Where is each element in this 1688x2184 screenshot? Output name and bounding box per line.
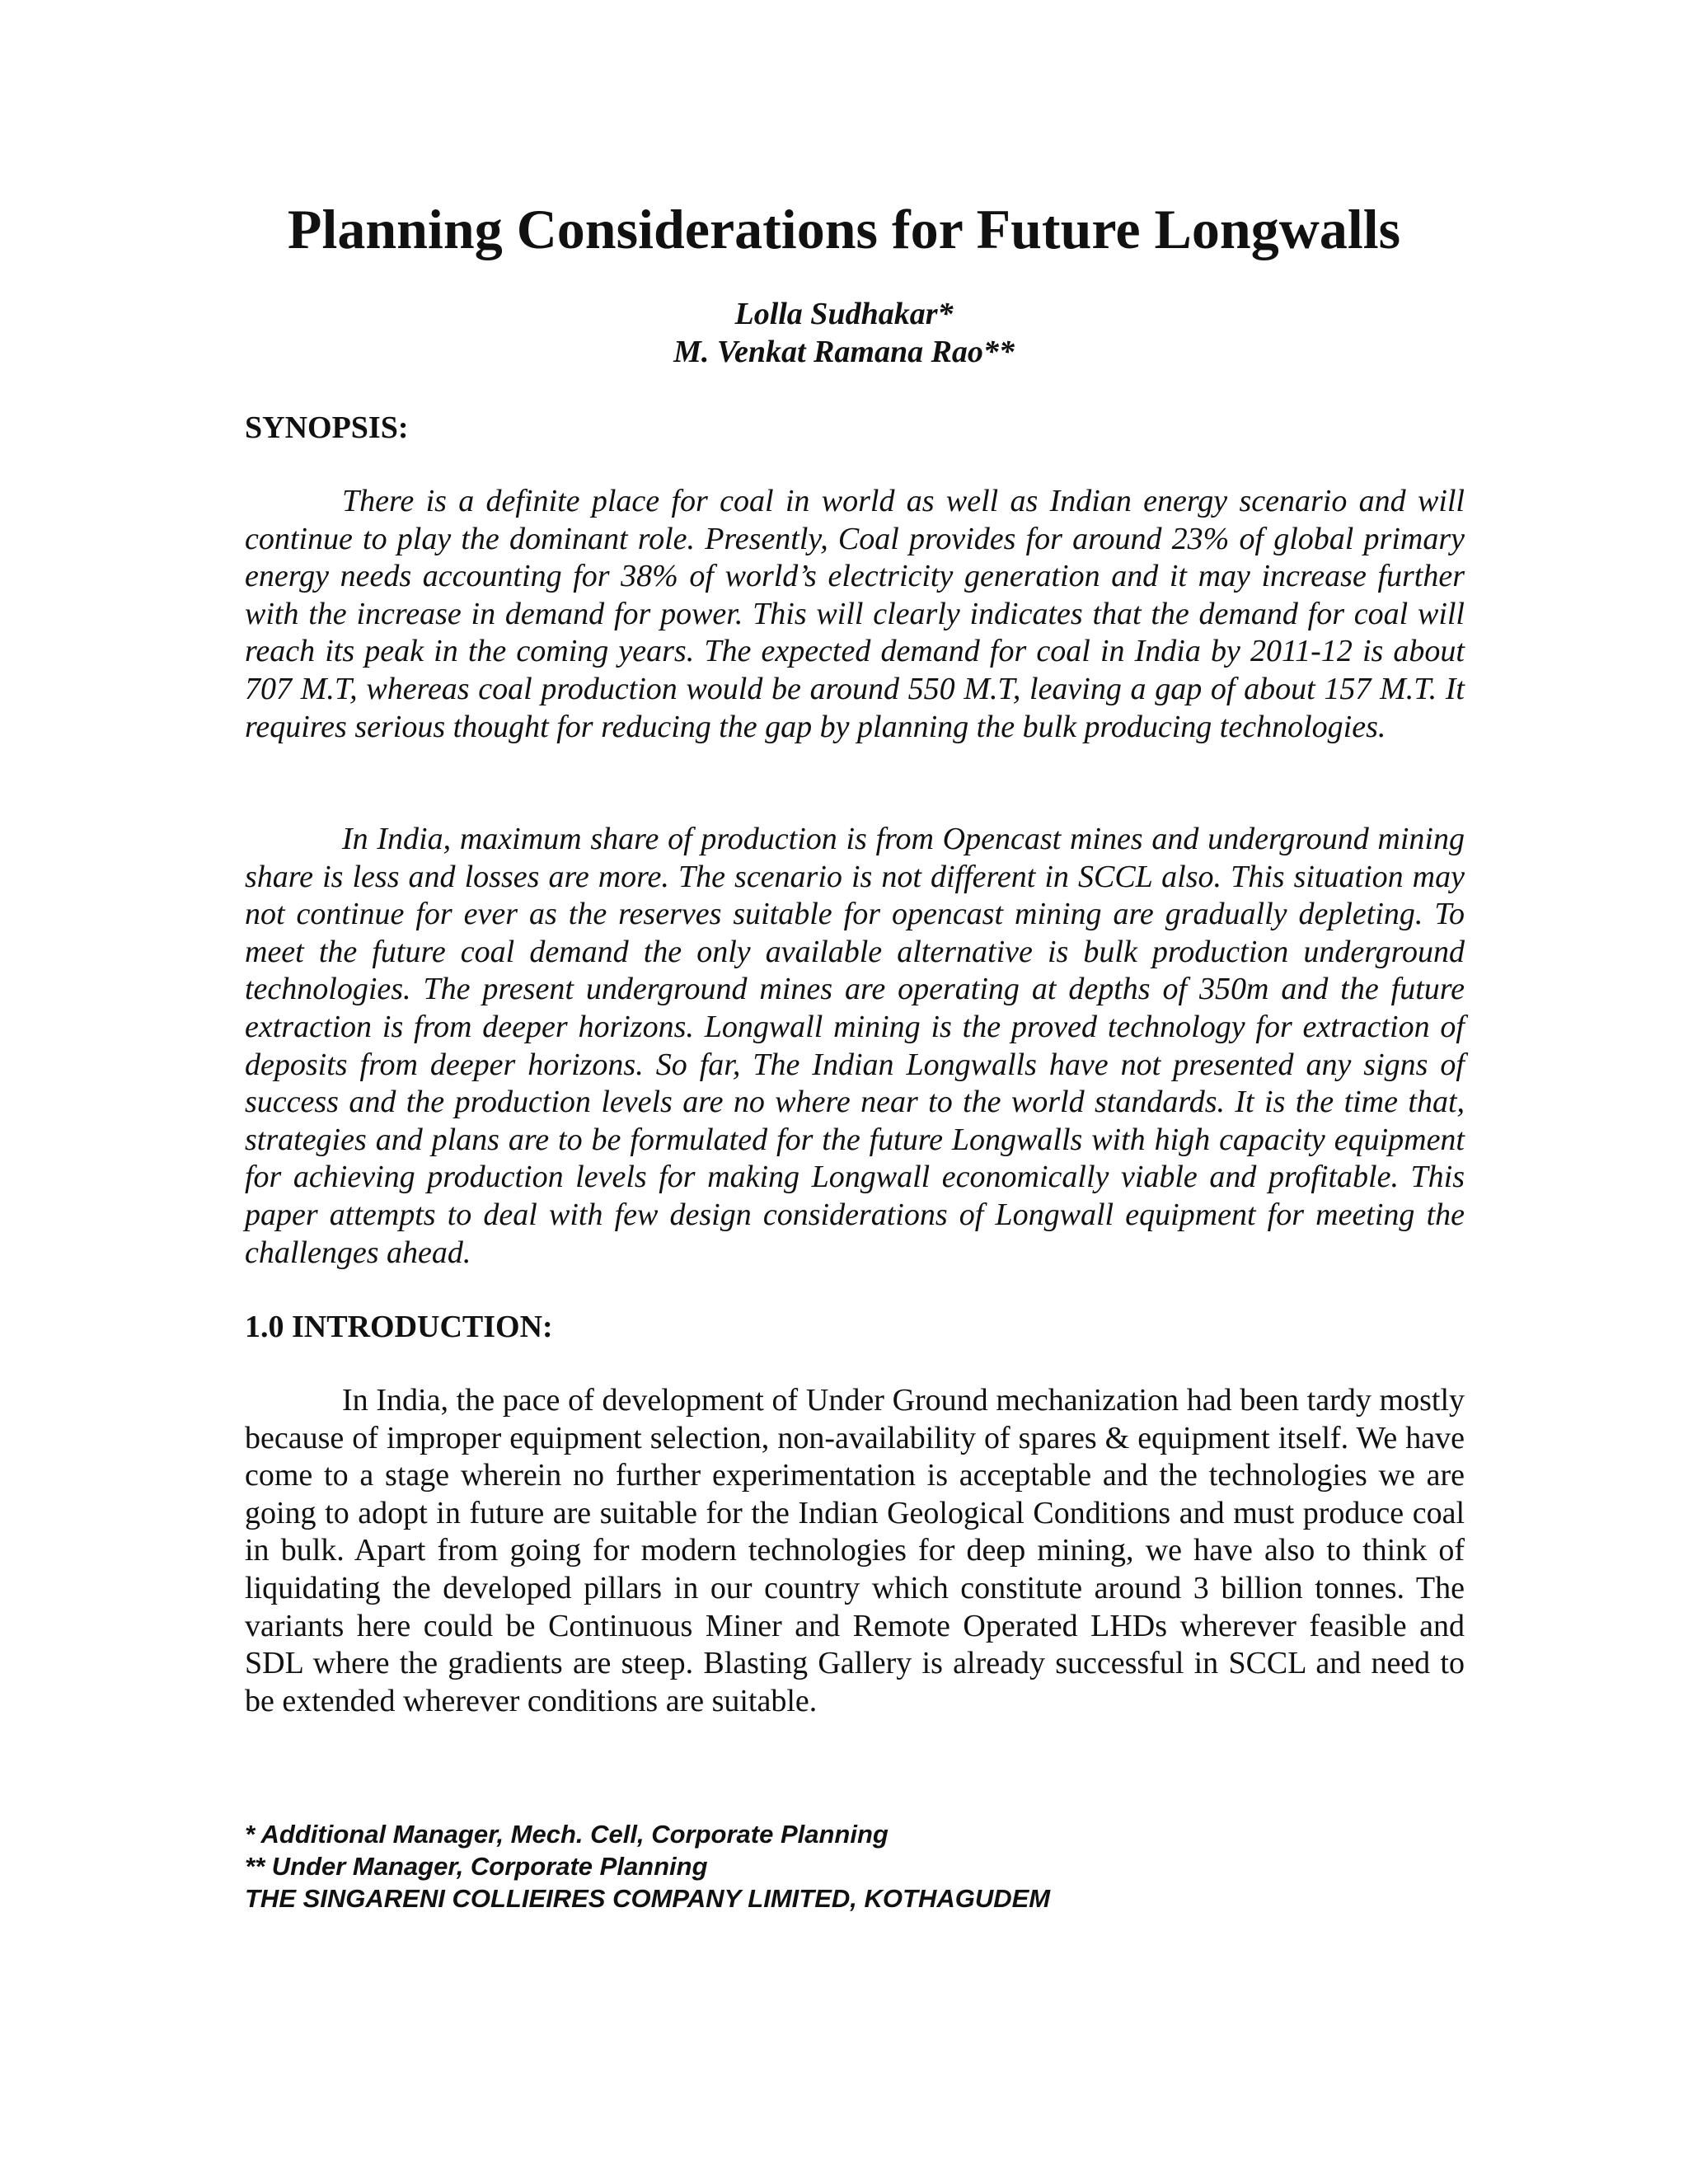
footnotes (245, 1818, 1481, 1915)
introduction-heading: 1.0 INTRODUCTION: (245, 1310, 553, 1344)
synopsis-paragraph-2: In India, maximum share of production is from Opencast mines and underground mining share is less and losses are more. The scenario is not different in SCCL also. This situation may not continue for ever as the reserves suitable for opencast mining are gradually depleting. To meet the future coal demand the only available alternative is bulk production underground technologies. The present underground mines are operating at depths of 350m and the future extraction is from deeper horizons. Longwall mining is the proved technology for extraction of deposits from deeper horizons. So far, The Indian Longwalls have not presented any signs of success and the production levels are no where near to the world standards. It is the time that, strategies and plans are to be formulated for the future Longwalls with high capacity equipment for achieving production levels for making Longwall economically viable and profitable. This paper attempts to deal with few design considerations of Longwall equipment for meeting the challenges ahead. (245, 822, 1465, 1270)
synopsis-paragraph-1: There is a definite place for coal in world as well as Indian energy scenario and will continue to play the dominant role. Presently, Coal provides for around 23% of global primary energy needs accounting for 38% of world’s electricity generation and it may increase further with the increase in demand for power. This will clearly indicates that the demand for coal will reach its peak in the coming years. The expected demand for coal in India by 2011-12 is about 707 M.T, whereas coal production would be around 550 M.T, leaving a gap of about 157 M.T. It requires serious thought for reducing the gap by planning the bulk producing technologies. (245, 484, 1465, 744)
footnote-3: THE SINGARENI COLLIEIRES COMPANY LIMITED, KOTHAGUDEM (245, 1884, 1051, 1913)
author-1: Lolla Sudhakar* (734, 297, 954, 331)
author-list (0, 295, 1688, 371)
introduction-paragraph: In India, the pace of development of Under Ground mechanization had been tardy mostly because of improper equipment selection, non-availability of spares & equipment itself. We have come to a stage wherein no further experimentation is acceptable and the technologies we are going to adopt in future are suitable for the Indian Geological Conditions and must produce coal in bulk. Apart from going for modern technologies for deep mining, we have also to think of liquidating the developed pillars in our country which constitute around 3 billion tonnes. The variants here could be Continuous Miner and Remote Operated LHDs wherever feasible and SDL where the gradients are steep. Blasting Gallery is already successful in SCCL and need to be extended wherever conditions are suitable. (245, 1383, 1465, 1718)
footnote-1: * Additional Manager, Mech. Cell, Corporate Planning (245, 1820, 889, 1849)
synopsis-heading: SYNOPSIS: (245, 410, 409, 445)
author-2: M. Venkat Ramana Rao** (673, 335, 1015, 369)
footnote-2: ** Under Manager, Corporate Planning (245, 1852, 708, 1881)
paper-title: Planning Considerations for Future Longwalls (287, 198, 1401, 260)
